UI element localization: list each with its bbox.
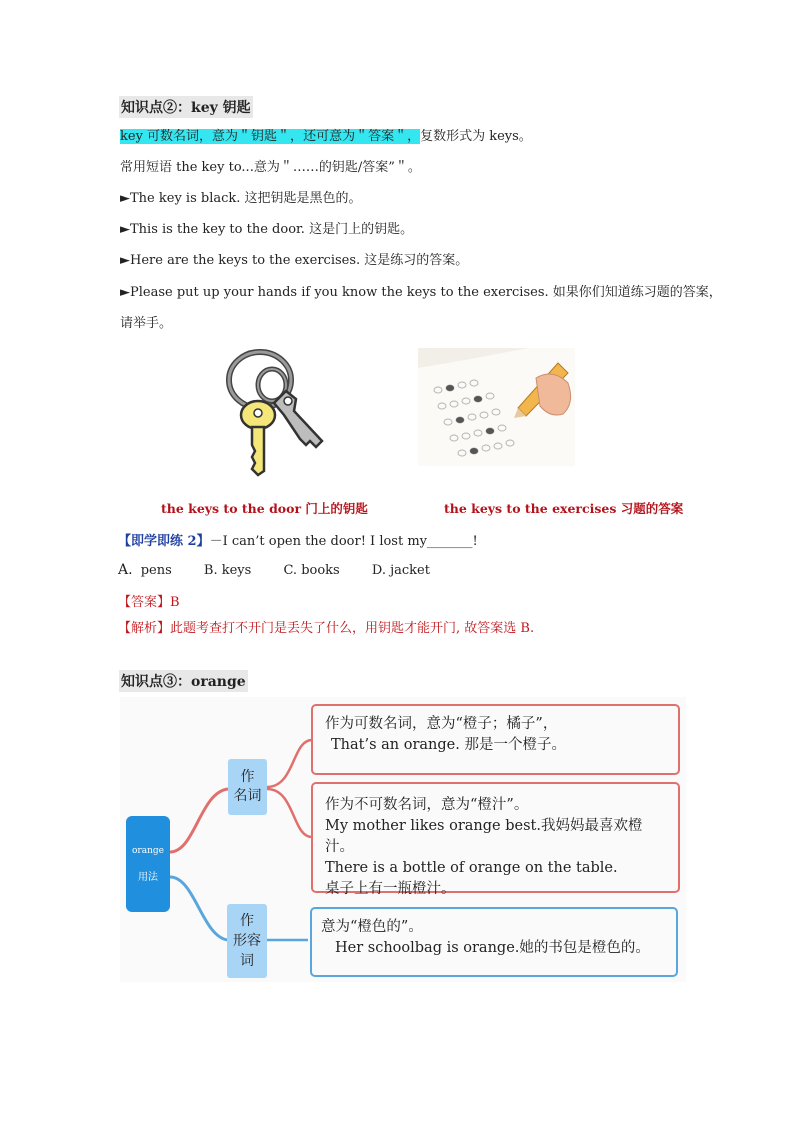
box2-line4: 桌子上有一瓶橙汁。 [325, 881, 456, 897]
analysis-label: 【解析】 [118, 621, 171, 636]
branch-root-to-noun [170, 789, 228, 852]
kp2-example-4: ►Please put up your hands if you know the keys to the exercises. 如果你们知道练习题的答案， [120, 285, 722, 300]
box1-line1: 作为可数名词，意为“橙子；橘子”， [325, 716, 558, 732]
practice-question-line [118, 530, 478, 549]
kp2-example-1: ►The key is black. 这把钥匙是黑色的。 [120, 191, 362, 206]
kp2-example-3: ►Here are the keys to the exercises. 这是练习的答案。 [120, 253, 469, 268]
option-a: pens [140, 563, 172, 578]
analysis-text: 此题考查打不开门是丢失了什么，用钥匙才能开门, 故答案选 B. [170, 621, 535, 636]
option-b: B. keys [203, 563, 252, 578]
practice-question: －I can’t open the door! I lost my_______! [209, 534, 478, 549]
kp2-def-part-a: key 可数名词，意为＂钥匙＂， [120, 129, 304, 144]
box2-line3: There is a bottle of orange on the table. [325, 860, 618, 876]
practice-options [118, 562, 430, 578]
kp2-phrase: 常用短语 the key to...意为＂……的钥匙/答案”＂。 [120, 160, 421, 175]
kp2-def-part-b: 还可意为＂答案＂， [303, 129, 421, 144]
option-c: C. books [283, 563, 340, 578]
answer-sheet-image [418, 348, 575, 466]
caption-keys-to-door: the keys to the door 门上的钥匙 [161, 501, 368, 516]
mindmap-node-adjective: 作 形容 词 [227, 904, 267, 978]
box2-line1: 作为不可数名词，意为“橙汁”。 [325, 797, 529, 813]
answer-line [118, 591, 180, 610]
box-uncountable-noun [311, 782, 680, 897]
answer-value: B [170, 595, 180, 610]
kp2-definition [120, 125, 532, 144]
answer-label: 【答案】 [118, 595, 171, 610]
keys-image [222, 345, 334, 480]
practice-label: 【即学即练 2】 [118, 534, 210, 549]
box2-line2: My mother likes orange best.我妈妈最喜欢橙汁。 [325, 818, 643, 855]
branch-noun-to-box2 [267, 789, 312, 837]
box1-line2: That’s an orange. 那是一个橙子。 [331, 737, 566, 753]
branch-noun-to-box1 [267, 740, 312, 787]
option-a-letter: A. [118, 562, 133, 578]
kp2-heading: 知识点②：key 钥匙 [119, 96, 253, 118]
box3-line1: 意为“橙色的”。 [321, 919, 423, 935]
mindmap-node-noun: 作 名词 [228, 759, 267, 815]
kp2-def-part-c: 复数形式为 keys。 [420, 129, 532, 144]
caption-keys-to-exercises: the keys to the exercises 习题的答案 [444, 501, 684, 516]
box3-line2: Her schoolbag is orange.她的书包是橙色的。 [335, 940, 650, 956]
kp2-example-2: ►This is the key to the door. 这是门上的钥匙。 [120, 222, 414, 237]
mindmap-root [126, 816, 170, 912]
box-adjective [310, 907, 678, 977]
kp3-heading: 知识点③：orange [119, 670, 248, 692]
kp2-example-4-cont: 请举手。 [120, 316, 173, 331]
box-countable-noun [311, 704, 680, 775]
analysis-line [118, 617, 534, 636]
branch-root-to-adj [170, 877, 228, 940]
root-label-line2: 用法 [138, 872, 158, 883]
option-d: D. jacket [371, 563, 430, 578]
root-label-line1: orange [132, 846, 164, 856]
